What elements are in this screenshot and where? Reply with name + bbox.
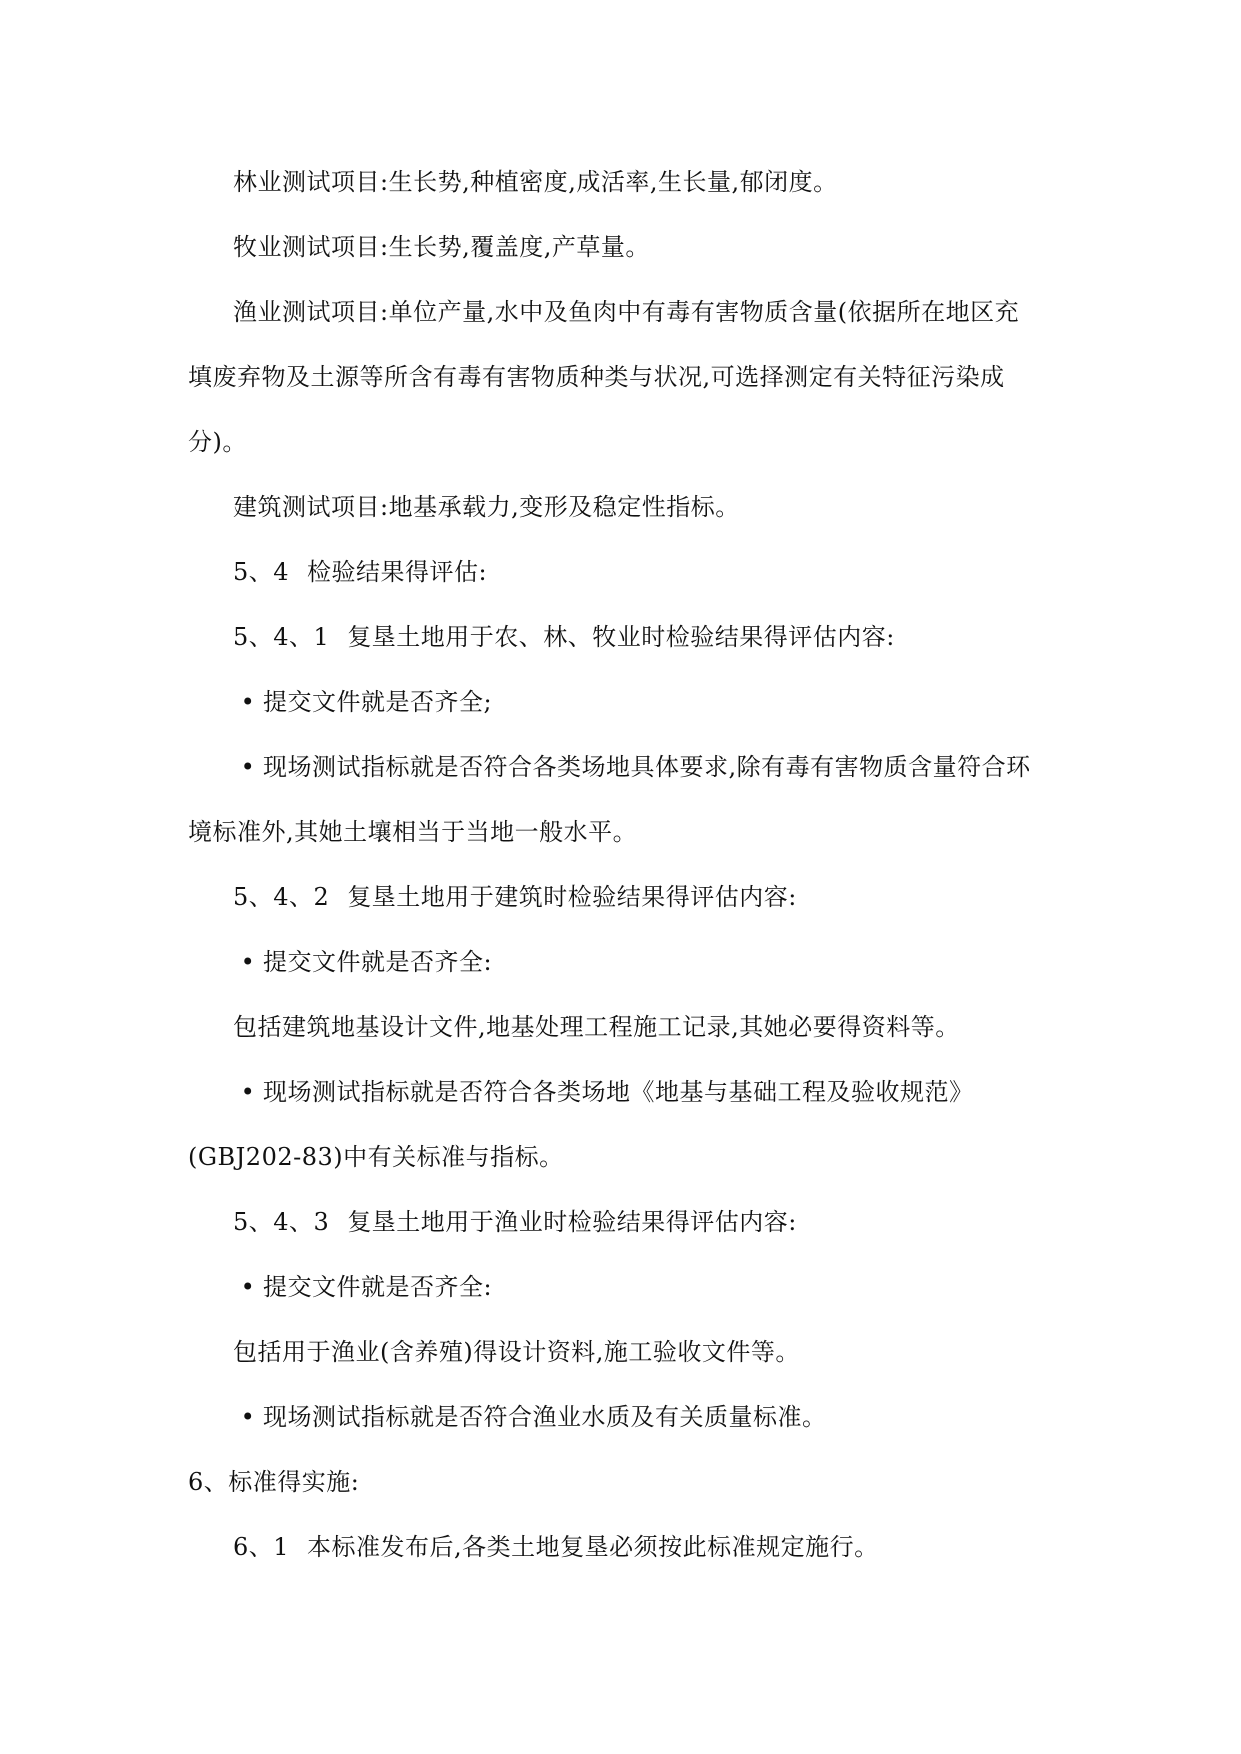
paragraph-fishery-items-line1: 渔业测试项目:单位产量,水中及鱼肉中有毒有害物质含量(依据所在地区充 [233, 298, 1020, 326]
section-title: 复垦土地用于渔业时检验结果得评估内容: [347, 1208, 797, 1236]
paragraph-livestock-items: 牧业测试项目:生长势,覆盖度,产草量。 [233, 233, 650, 261]
bullet-item [233, 1077, 974, 1107]
bullet-icon: • [240, 753, 256, 781]
bullet-item [233, 752, 1031, 782]
section-heading-5-4 [233, 557, 487, 587]
bullet-text: 提交文件就是否齐全: [263, 948, 493, 976]
bullet-icon: • [240, 1403, 256, 1431]
bullet-continuation: 境标准外,其她土壤相当于当地一般水平。 [188, 818, 638, 846]
section-heading-5-4-3 [233, 1207, 797, 1237]
bullet-icon: • [240, 948, 256, 976]
section-heading-6-1 [233, 1532, 879, 1562]
bullet-item [233, 1402, 827, 1432]
section-heading-5-4-2 [233, 882, 797, 912]
paragraph-construction-items: 建筑测试项目:地基承载力,变形及稳定性指标。 [233, 493, 740, 521]
section-title: 复垦土地用于建筑时检验结果得评估内容: [347, 883, 797, 911]
paragraph-fishery-items-line3: 分)。 [188, 428, 247, 456]
paragraph-construction-documents: 包括建筑地基设计文件,地基处理工程施工记录,其她必要得资料等。 [233, 1013, 960, 1041]
bullet-text: 现场测试指标就是否符合各类场地具体要求,除有毒有害物质含量符合环 [263, 753, 1031, 781]
paragraph-fishery-items-line2: 填废弃物及土源等所含有毒有害物质种类与状况,可选择测定有关特征污染成 [188, 363, 1005, 391]
bullet-item [233, 947, 492, 977]
section-number: 5、4、1 [233, 623, 330, 651]
bullet-text: 现场测试指标就是否符合各类场地《地基与基础工程及验收规范》 [263, 1078, 974, 1106]
paragraph-forestry-items: 林业测试项目:生长势,种植密度,成活率,生长量,郁闭度。 [233, 168, 838, 196]
bullet-text: 现场测试指标就是否符合渔业水质及有关质量标准。 [263, 1403, 827, 1431]
section-heading-5-4-1 [233, 622, 895, 652]
bullet-icon: • [240, 688, 256, 716]
section-number: 6、1 [233, 1533, 290, 1561]
section-title: 检验结果得评估: [307, 558, 488, 586]
bullet-text: 提交文件就是否齐全; [263, 688, 493, 716]
bullet-text: 提交文件就是否齐全: [263, 1273, 493, 1301]
section-number: 5、4 [233, 558, 290, 586]
section-title: 本标准发布后,各类土地复垦必须按此标准规定施行。 [307, 1533, 879, 1561]
bullet-item [233, 687, 492, 717]
bullet-icon: • [240, 1078, 256, 1106]
paragraph-fishery-documents: 包括用于渔业(含养殖)得设计资料,施工验收文件等。 [233, 1338, 800, 1366]
bullet-item [233, 1272, 492, 1302]
section-title: 复垦土地用于农、林、牧业时检验结果得评估内容: [347, 623, 895, 651]
section-number: 5、4、2 [233, 883, 330, 911]
bullet-continuation: (GBJ202-83)中有关标准与指标。 [188, 1143, 564, 1171]
section-heading-6: 6、标准得实施: [188, 1468, 360, 1496]
bullet-icon: • [240, 1273, 256, 1301]
section-number: 5、4、3 [233, 1208, 330, 1236]
